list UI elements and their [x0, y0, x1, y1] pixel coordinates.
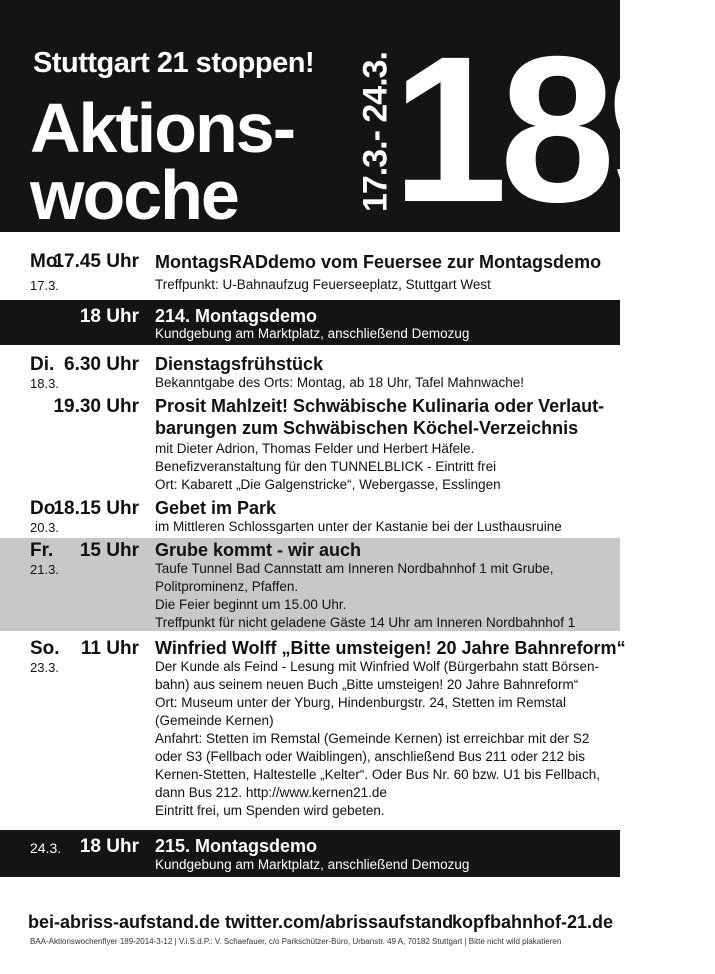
event-row: [0, 634, 626, 826]
event-time: 11 Uhr: [80, 638, 139, 659]
event-detail: mit Dieter Adrion, Thomas Felder und Herbert Häfele.: [155, 441, 475, 456]
event-title: Winfried Wolff „Bitte umsteigen! 20 Jahre Bahnreform“: [155, 638, 626, 658]
event-title: Prosit Mahlzeit! Schwäbische Kulinaria oder Verlaut-: [155, 396, 605, 416]
event-detail: Kundgebung am Marktplatz, anschließend Demozug: [155, 326, 470, 341]
event-day: Di.: [30, 354, 55, 375]
event-row: [0, 538, 620, 631]
event-day: So.: [30, 638, 60, 659]
event-detail: Anfahrt: Stetten im Remstal (Gemeinde Kernen) ist erreichbar mit der S2: [155, 731, 590, 746]
event-detail: bahn) aus seinem neuen Buch „Bitte umsteigen! 20 Jahre Bahnreform“: [155, 677, 579, 692]
event-date: 17.3.: [30, 278, 59, 293]
event-detail: Kundgebung am Marktplatz, anschließend Demozug: [155, 857, 470, 872]
event-detail: Der Kunde als Feind - Lesung mit Winfried Wolf (Bürgerbahn statt Börsen-: [155, 659, 599, 674]
event-day: Do.: [30, 498, 61, 519]
event-row: [0, 246, 620, 296]
event-date: 21.3.: [30, 562, 59, 577]
event-title-cont: barungen zum Schwäbischen Köchel-Verzeichnis: [155, 418, 579, 438]
event-detail: Die Feier beginnt um 15.00 Uhr.: [155, 597, 347, 612]
week-number: 189: [392, 14, 715, 246]
date-range: 17.3.- 24.3.: [356, 51, 395, 213]
event-date: 24.3.: [30, 840, 62, 856]
event-detail: Politprominenz, Pfaffen.: [155, 579, 299, 594]
event-detail: Treffpunkt für nicht geladene Gäste 14 Uhr am Inneren Nordbahnhof 1: [155, 615, 576, 630]
event-date: 20.3.: [30, 520, 59, 535]
event-time: 18 Uhr: [79, 836, 139, 857]
event-detail: Ort: Kabarett „Die Galgenstricke“, Webergasse, Esslingen: [155, 477, 501, 492]
event-title: MontagsRADdemo vom Feuersee zur Montagsdemo: [155, 252, 602, 272]
website-link[interactable]: bei-abriss-aufstand.de: [28, 912, 221, 932]
imprint: BAA-Aktionswochenflyer 189-2014-3-12 | V.i.S.d.P.: V. Schaefauer, c/o Parkschützer-Büro, Urbanstr. 49 A, 70182 Stuttgart | Bitte nicht wild plakatieren: [30, 937, 562, 946]
kopfbahnhof-link[interactable]: kopfbahnhof-21.de: [452, 912, 613, 932]
event-time: 18.15 Uhr: [53, 498, 139, 519]
event-detail: dann Bus 212. http://www.kernen21.de: [155, 785, 387, 800]
event-time: 6.30 Uhr: [64, 354, 139, 375]
event-detail: Bekanntgabe des Orts: Montag, ab 18 Uhr, Tafel Mahnwache!: [155, 375, 524, 390]
title-line-1: Aktions-: [30, 89, 294, 167]
title-line-2: woche: [30, 156, 238, 234]
twitter-link[interactable]: twitter.com/abrissaufstand: [225, 912, 454, 932]
event-date: 18.3.: [30, 376, 59, 391]
event-title: 215. Montagsdemo: [155, 836, 318, 856]
event-title: Grube kommt - wir auch: [155, 540, 362, 560]
event-row: [0, 300, 620, 345]
event-title: Gebet im Park: [155, 498, 277, 518]
event-day: Mo.: [30, 251, 63, 272]
event-day: Fr.: [30, 540, 54, 561]
event-detail: Kernen-Stetten, Haltestelle „Kelter“. Oder Bus Nr. 60 bzw. U1 bis Fellbach,: [155, 767, 600, 782]
event-time: 19.30 Uhr: [53, 396, 139, 417]
event-detail: Benefizveranstaltung für den TUNNELBLICK - Eintritt frei: [155, 459, 497, 474]
event-detail: oder S3 (Fellbach oder Waiblingen), anschließend Bus 211 oder 212 bis: [155, 749, 586, 764]
event-detail: (Gemeinde Kernen): [155, 713, 274, 728]
event-time: 15 Uhr: [79, 540, 139, 561]
header-banner: [0, 0, 715, 246]
event-detail: im Mittleren Schlossgarten unter der Kastanie bei der Lusthausruine: [155, 519, 562, 534]
event-time: 17.45 Uhr: [53, 251, 139, 272]
event-detail: Taufe Tunnel Bad Cannstatt am Inneren Nordbahnhof 1 mit Grube,: [155, 561, 554, 576]
event-detail: Ort: Museum unter der Yburg, Hindenburgstr. 24, Stetten im Remstal: [155, 695, 566, 710]
event-row: [0, 496, 620, 536]
event-detail: Treffpunkt: U-Bahnaufzug Feuerseeplatz, Stuttgart West: [155, 277, 491, 292]
event-row: [0, 350, 620, 394]
event-row: [0, 394, 620, 496]
event-detail: Eintritt frei, um Spenden wird gebeten.: [155, 803, 385, 818]
event-date: 23.3.: [30, 660, 59, 675]
event-title: Dienstagsfrühstück: [155, 354, 324, 374]
event-row: [0, 830, 620, 877]
tagline: Stuttgart 21 stoppen!: [33, 47, 315, 79]
event-title: 214. Montagsdemo: [155, 306, 318, 326]
event-time: 18 Uhr: [79, 306, 139, 327]
